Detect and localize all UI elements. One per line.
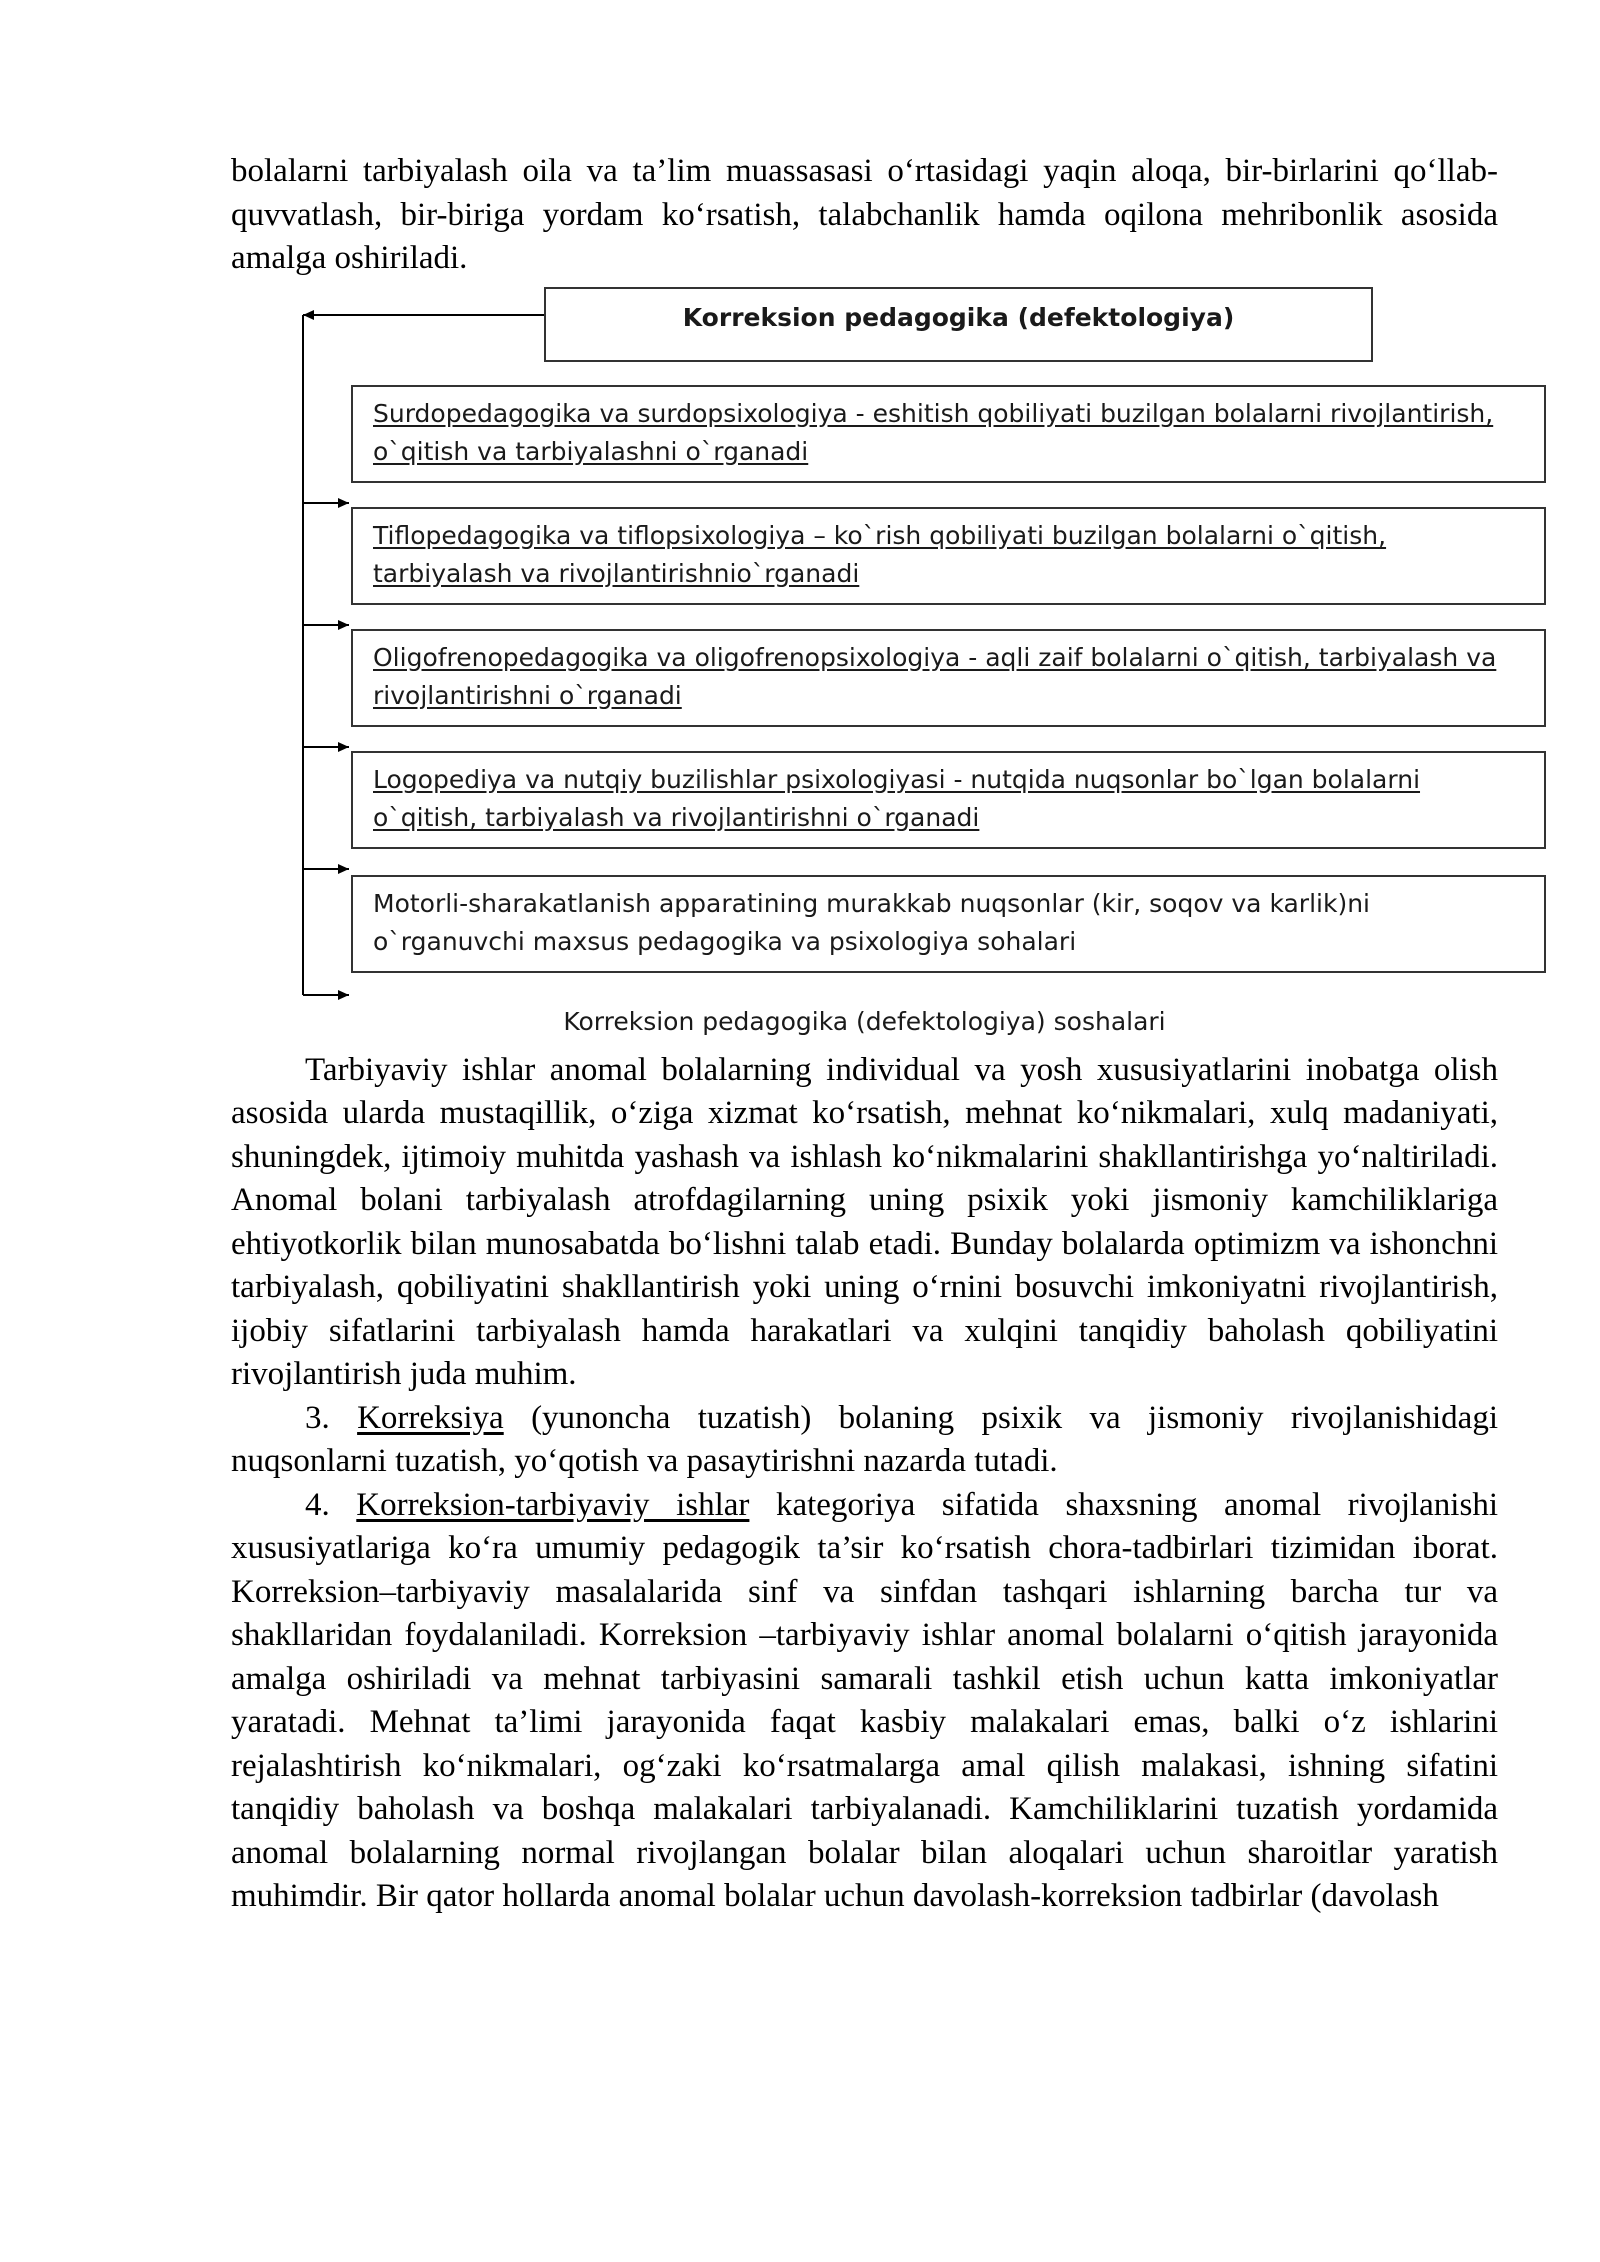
item-4-paragraph xyxy=(231,1484,1498,1919)
branch-text-2: Tiflopedagogika va tiflopsixologiya – ko`rish qobiliyati buzilgan bolalarni o`qitish, tarbiyalash va rivojlantirishnio`rganadi xyxy=(373,520,1387,588)
branch-text-5: Motorli-sharakatlanish apparatining murakkab nuqsonlar (kir, soqov va karlik)ni o`rganuvchi maxsus pedagogika va psixologiya sohalari xyxy=(373,888,1370,956)
item-3-number: 3. xyxy=(305,1399,330,1436)
branch-box-1 xyxy=(351,385,1546,483)
branch-box-3 xyxy=(351,629,1546,727)
item-4-text: kategoriya sifatida shaxsning anomal rivojlanishi xususiyatlariga ko‘ra umumiy pedagogik ta’sir ko‘rsatish chora-tadbirlari tizimidan iborat. Korreksion–tarbiyaviy masalalarida sinf va sinfdan tashqari ishlarning barcha tur va shakllaridan foydalaniladi. Korreksion –tarbiyaviy ishlar anomal bolalarni o‘qitish jarayonida amalga oshiriladi va mehnat tarbiyasini samarali tashkil etish uchun katta imkoniyatlar yaratadi. Mehnat ta’limi jarayonida faqat kasbiy malakalari emas, balki o‘z ishlarini rejalashtirish ko‘nikmalari, og‘zaki ko‘rsatmalarga amal qilish malakasi, ishning sifatini tanqidiy baholash va boshqa malakalari tarbiyalanadi. Kamchiliklarini tuzatish yordamida anomal bolalarning normal rivojlangan bolalar bilan aloqalari uchun sharoitlar yaratish muhimdir. Bir qator hollarda anomal bolalar uchun davolash-korreksion tadbirlar (davolash xyxy=(231,1486,1498,1914)
item-4-term: Korreksion-tarbiyaviy ishlar xyxy=(356,1486,750,1523)
document-page xyxy=(231,150,1498,1919)
branch-box-4 xyxy=(351,751,1546,849)
item-3-paragraph xyxy=(231,1397,1498,1484)
branch-text-4: Logopediya va nutqiy buzilishlar psixologiyasi - nutqida nuqsonlar bo`lgan bolalarni o`qitish, tarbiyalash va rivojlantirishni o`rganadi xyxy=(373,764,1421,832)
item-4-number: 4. xyxy=(305,1486,330,1523)
branch-text-3: Oligofrenopedagogika va oligofrenopsixologiya - aqli zaif bolalarni o`qitish, tarbiyalash va rivojlantirishni o`rganadi xyxy=(373,642,1497,710)
branches-diagram xyxy=(231,287,1498,1049)
intro-paragraph: bolalarni tarbiyalash oila va ta’lim muassasasi o‘rtasidagi yaqin aloqa, bir-birlarini qo‘llab-quvvatlash, bir-biriga yordam ko‘rsatish, talabchanlik hamda oqilona mehribonlik asosida amalga oshiriladi. xyxy=(231,153,1498,276)
diagram-title-box xyxy=(544,287,1373,362)
branch-box-2 xyxy=(351,507,1546,605)
branch-box-5 xyxy=(351,875,1546,973)
tarbiyaviy-paragraph: Tarbiyaviy ishlar anomal bolalarning individual va yosh xususiyatlarini inobatga olish asosida ularda mustaqillik, o‘ziga xizmat ko‘rsatish, mehnat ko‘nikmalari, xulq madaniyati, shuningdek, ijtimoiy muhitda yashash va ishlash ko‘nikmalarini shakllantirishga yo‘naltiriladi. Anomal bolani tarbiyalash atrofdagilarning uning psixik yoki jismoniy kamchiliklariga ehtiyotkorlik bilan munosabatda bo‘lishni talab etadi. Bunday bolalarda optimizm va ishonchni tarbiyalash, qobiliyatini shakllantirish yoki uning o‘rnini bosuvchi imkoniyatni rivojlantirish, ijobiy sifatlarini tarbiyalash hamda harakatlari va xulqini tanqidiy baholash qobiliyatini rivojlantirish juda muhim. xyxy=(231,1051,1498,1392)
diagram-caption: Korreksion pedagogika (defektologiya) soshalari xyxy=(563,1006,1166,1036)
diagram-title: Korreksion pedagogika (defektologiya) xyxy=(682,302,1235,332)
item-3-term: Korreksiya xyxy=(357,1399,504,1436)
branch-text-1: Surdopedagogika va surdopsixologiya - eshitish qobiliyati buzilgan bolalarni rivojlantirish, o`qitish va tarbiyalashni o`rganadi xyxy=(373,398,1494,466)
item-3-text: (yunoncha tuzatish) bolaning psixik va jismoniy rivojlanishidagi nuqsonlarni tuzatish, yo‘qotish va pasaytirishni nazarda tutadi. xyxy=(231,1399,1498,1479)
